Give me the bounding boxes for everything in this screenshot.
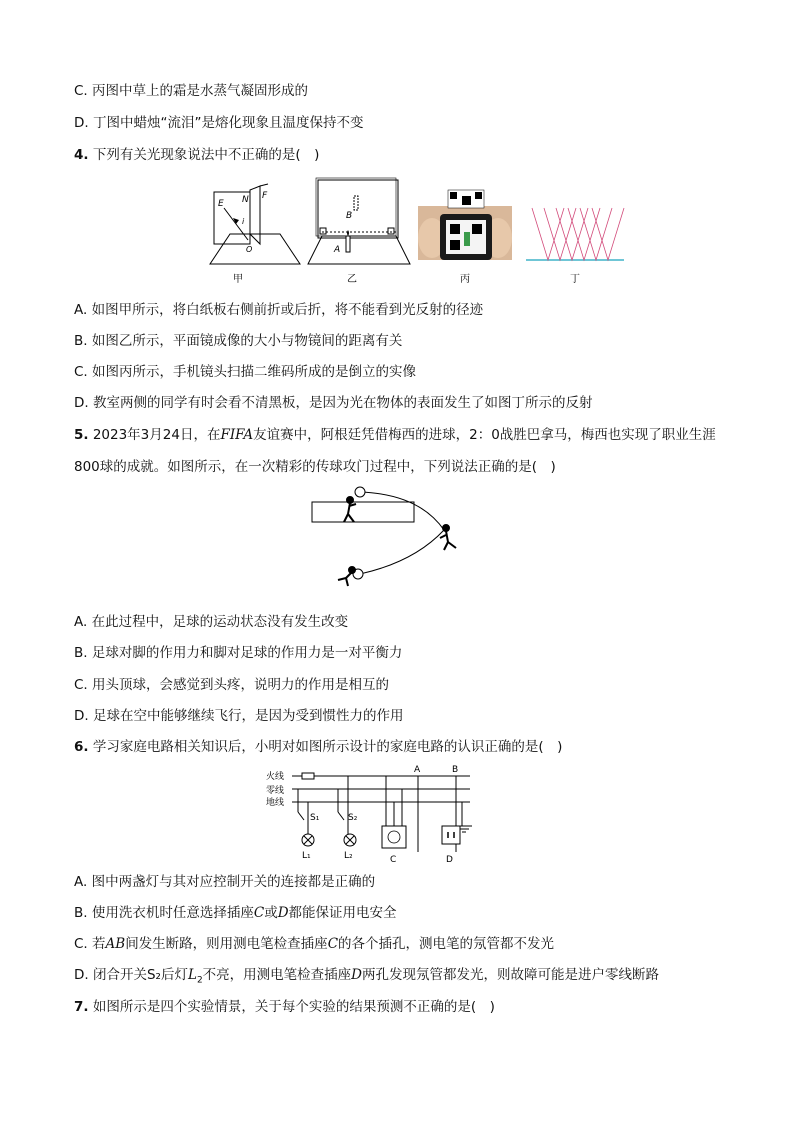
q3-option-c: C. 丙图中草上的霜是水蒸气凝固形成的 — [74, 83, 309, 99]
q7-stem — [74, 998, 495, 1016]
label-s2: S₂ — [348, 813, 358, 823]
q6-option-d — [74, 966, 659, 990]
q4-stem — [74, 146, 319, 164]
q6-option-d-d: D — [351, 967, 362, 983]
q4-option-a: A. 如图甲所示，将白纸板右侧前折或后折，将不能看到光反射的径迹 — [74, 302, 484, 318]
q5-figure — [304, 484, 484, 594]
q5-fifa: FIFA — [220, 427, 254, 443]
q3-option-d: D. 丁图中蜡烛“流泪”是熔化现象且温度保持不变 — [74, 115, 364, 131]
q4-stem-text: 下列有关光现象说法中不正确的是( ) — [88, 147, 320, 163]
q4-option-c: C. 如图丙所示，手机镜头扫描二维码所成的是倒立的实像 — [74, 364, 417, 380]
caption-yi: 乙 — [347, 274, 357, 285]
q6-option-b-d: D — [277, 905, 289, 921]
q5-option-b: B. 足球对脚的作用力和脚对足球的作用力是一对平衡力 — [74, 645, 403, 661]
q6-option-c-post: 的各个插孔，测电笔的氖管都不发光 — [338, 936, 555, 952]
q5-number: 5. — [74, 427, 89, 443]
q6-option-b-post: 都能保证用电安全 — [288, 905, 397, 921]
q6-option-b-pre: B. 使用洗衣机时任意选择插座 — [74, 905, 254, 921]
q6-option-c-ab: AB — [105, 936, 126, 952]
q4-option-d: D. 教室两侧的同学有时会看不清黑板，是因为光在物体的表面发生了如图丁所示的反射 — [74, 395, 593, 411]
q6-stem-text: 学习家庭电路相关知识后，小明对如图所示设计的家庭电路的认识正确的是( ) — [88, 739, 563, 755]
q6-option-d-pre: D. 闭合开关S₂后灯 — [74, 967, 188, 983]
q6-option-d-sub: 2 — [196, 975, 203, 986]
q5-stem-line1 — [74, 426, 716, 444]
q7-number: 7. — [74, 999, 89, 1015]
label-socket-d: D — [446, 855, 453, 865]
q6-option-c-mid: 间发生断路，则用测电笔检查插座 — [125, 936, 328, 952]
label-a: A — [334, 245, 341, 255]
q6-number: 6. — [74, 739, 89, 755]
q5-stem-part2: 友谊赛中，阿根廷凭借梅西的进球，2：0战胜巴拿马，梅西也实现了职业生涯 — [253, 427, 716, 443]
q5-option-d: D. 足球在空中能够继续飞行，是因为受到惯性力的作用 — [74, 708, 404, 724]
q4-fig-jia — [210, 184, 300, 264]
q6-stem — [74, 738, 562, 756]
q5-stem-part1: 2023年3月24日，在 — [88, 427, 221, 443]
q7-stem-text: 如图所示是四个实验情景，关于每个实验的结果预测不正确的是( ) — [88, 999, 495, 1015]
label-o: O — [246, 245, 253, 254]
q6-option-b-c: C — [253, 905, 265, 921]
label-b: B — [346, 211, 353, 221]
q5-option-c: C. 用头顶球，会感觉到头疼，说明力的作用是相互的 — [74, 677, 390, 693]
q6-option-d-post: 两孔发现氖管都发光，则故障可能是进户零线断路 — [362, 967, 659, 983]
label-f: F — [262, 191, 268, 201]
label-l2: L₂ — [344, 851, 353, 861]
q5-option-a: A. 在此过程中，足球的运动状态没有发生改变 — [74, 614, 349, 630]
q6-option-c-pre: C. 若 — [74, 936, 106, 952]
q6-option-b-mid: 或 — [264, 905, 278, 921]
q6-option-d-l: L — [187, 967, 197, 983]
q6-option-c — [74, 935, 554, 953]
label-s1: S₁ — [310, 813, 320, 823]
label-ground-wire: 地线 — [266, 798, 285, 808]
label-point-a: A — [414, 765, 421, 775]
label-i: i — [242, 217, 245, 226]
q4-fig-ding — [526, 208, 624, 260]
label-n: N — [242, 195, 249, 205]
q6-option-b — [74, 904, 397, 922]
q4-number: 4. — [74, 147, 89, 163]
q4-option-b: B. 如图乙所示，平面镜成像的大小与物镜间的距离有关 — [74, 333, 403, 349]
q6-option-a: A. 图中两盏灯与其对应控制开关的连接都是正确的 — [74, 874, 376, 890]
caption-jia: 甲 — [233, 274, 243, 285]
caption-bing: 丙 — [460, 274, 470, 285]
q5-stem-line2: 800球的成就。如图所示，在一次精彩的传球攻门过程中，下列说法正确的是( ) — [74, 459, 556, 475]
label-live-wire: 火线 — [266, 772, 285, 782]
label-point-b: B — [452, 765, 459, 775]
label-e: E — [218, 199, 224, 209]
caption-ding: 丁 — [570, 274, 580, 285]
label-socket-c: C — [390, 855, 397, 865]
label-neutral-wire: 零线 — [266, 786, 285, 796]
q6-option-c-c: C — [327, 936, 339, 952]
q6-circuit-figure — [262, 762, 482, 866]
q4-figure — [200, 172, 640, 292]
q4-fig-bing — [418, 190, 512, 260]
label-l1: L₁ — [302, 851, 311, 861]
q6-option-d-mid: 不亮，用测电笔检查插座 — [202, 967, 352, 983]
q4-fig-yi — [308, 178, 410, 264]
